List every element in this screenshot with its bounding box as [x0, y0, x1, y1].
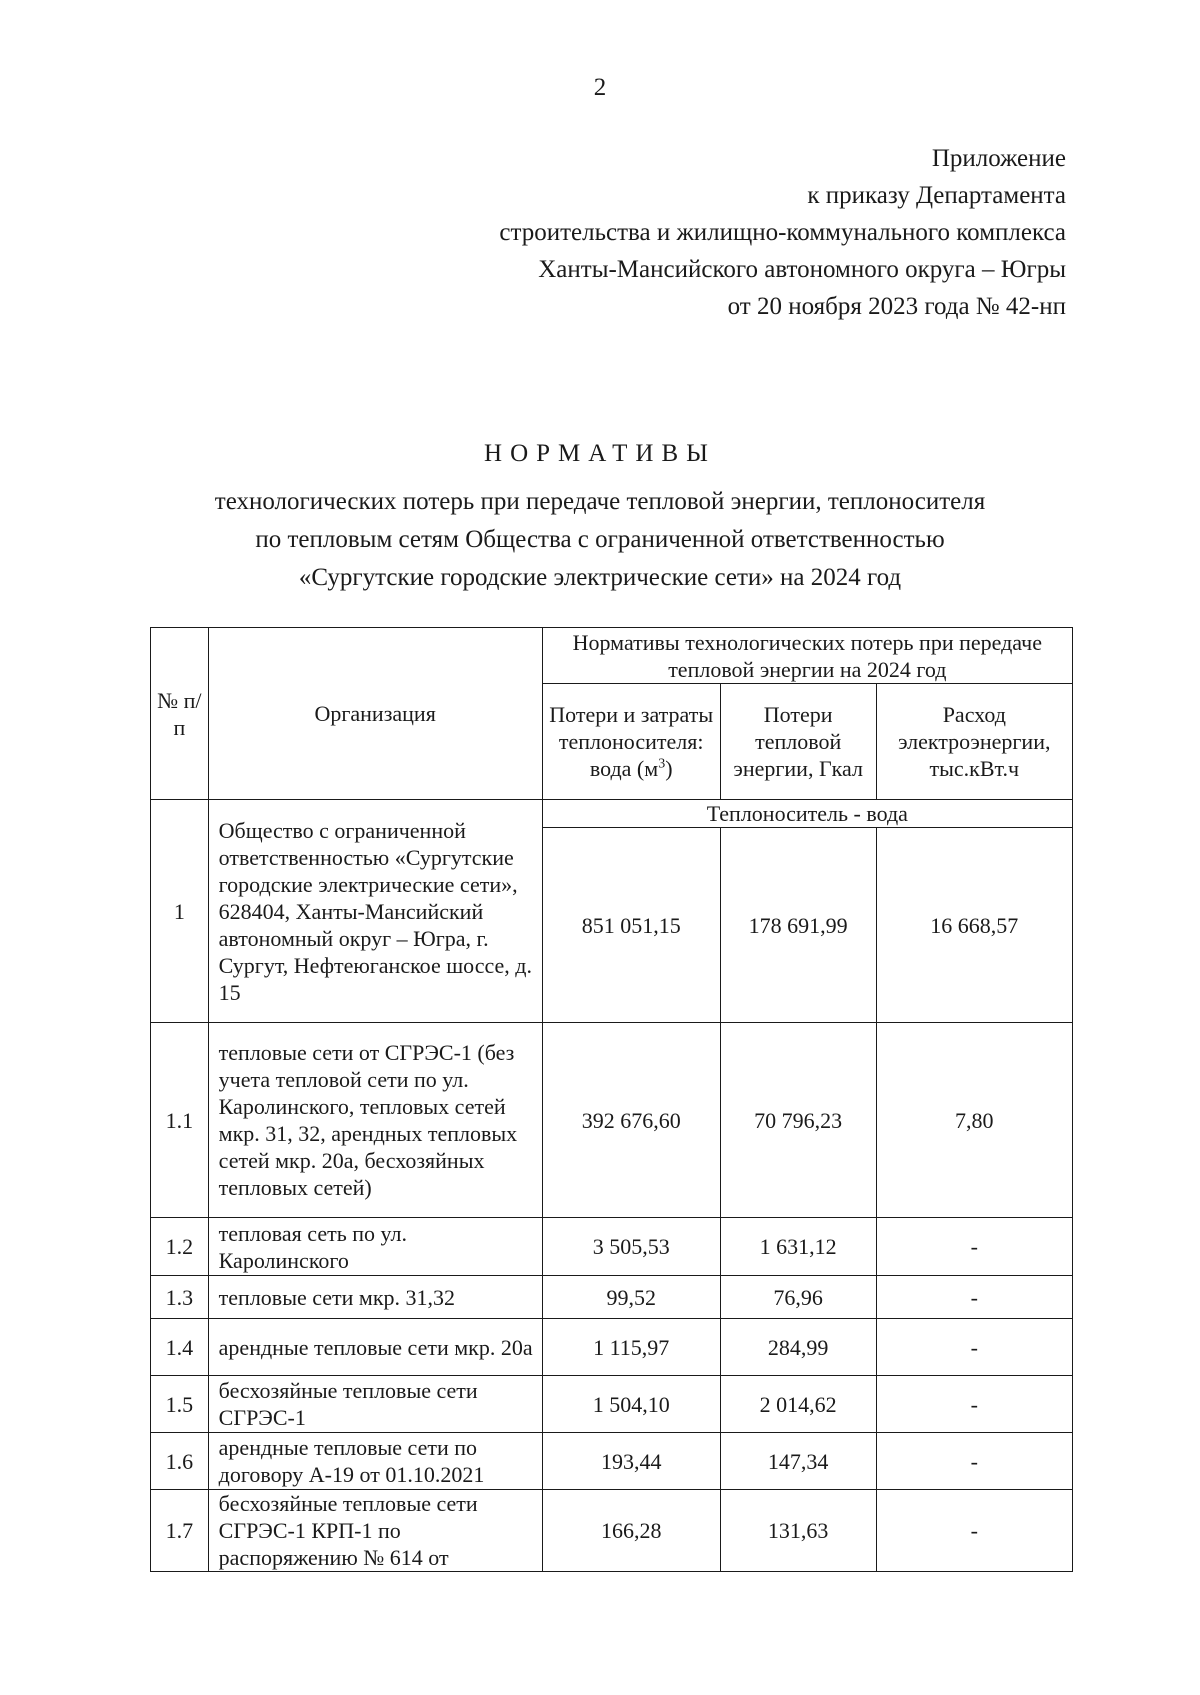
- document-title: НОРМАТИВЫ: [484, 440, 716, 467]
- appendix-line-3: строительства и жилищно-коммунального комплекса: [499, 219, 1066, 246]
- row-heat: 284,99: [720, 1319, 876, 1376]
- appendix-line-4: Ханты-Мансийского автономного округа – Югры: [538, 256, 1066, 283]
- carrier-label: Теплоноситель - вода: [542, 800, 1072, 828]
- row-heat: 2 014,62: [720, 1376, 876, 1433]
- row-num: 1.3: [151, 1276, 209, 1319]
- row-org: арендные тепловые сети по договору А-19 от 01.10.2021: [208, 1433, 542, 1490]
- header-water-close: ): [665, 756, 673, 781]
- appendix-header: [499, 140, 1066, 325]
- row-water: 1 504,10: [542, 1376, 720, 1433]
- norms-table: [150, 627, 1073, 1572]
- subtitle-line-2: по тепловым сетям Общества с ограниченной ответственностью: [255, 526, 945, 553]
- table-row: [151, 1218, 1073, 1276]
- row-num: 1.2: [151, 1218, 209, 1276]
- appendix-line-2: к приказу Департамента: [807, 182, 1066, 209]
- row-org: тепловые сети от СГРЭС-1 (без учета тепловой сети по ул. Каролинского, тепловых сетей мкр. 31, 32, арендных тепловых сетей мкр. 20а, бесхозяйных тепловых сетей): [208, 1023, 542, 1218]
- row-org: тепловая сеть по ул. Каролинского: [208, 1218, 542, 1276]
- row-org: бесхозяйные тепловые сети СГРЭС-1 КРП-1 по распоряжению № 614 от: [208, 1490, 542, 1572]
- page-number: 2: [593, 74, 607, 101]
- header-water: [542, 684, 720, 800]
- header-elec: Расход электроэнергии, тыс.кВт.ч: [876, 684, 1072, 800]
- row-num: 1.1: [151, 1023, 209, 1218]
- row-heat: 70 796,23: [720, 1023, 876, 1218]
- row-heat: 147,34: [720, 1433, 876, 1490]
- row-elec: 7,80: [876, 1023, 1072, 1218]
- row-water: 3 505,53: [542, 1218, 720, 1276]
- row-1-num: 1: [151, 800, 209, 1023]
- header-num: № п/п: [151, 628, 209, 800]
- header-water-sup: 3: [658, 756, 666, 772]
- header-heat: Потери тепловой энергии, Гкал: [720, 684, 876, 800]
- row-heat: 131,63: [720, 1490, 876, 1572]
- table-row: [151, 1319, 1073, 1376]
- row-elec: -: [876, 1218, 1072, 1276]
- table-row: [151, 1023, 1073, 1218]
- row-water: 392 676,60: [542, 1023, 720, 1218]
- row-1-carrier: [151, 800, 1073, 828]
- row-num: 1.6: [151, 1433, 209, 1490]
- document-subtitle: [0, 483, 1200, 597]
- row-elec: -: [876, 1490, 1072, 1572]
- row-org: бесхозяйные тепловые сети СГРЭС-1: [208, 1376, 542, 1433]
- row-1-org: Общество с ограниченной ответственностью «Сургутские городские электрические сети», 628404, Ханты-Мансийский автономный округ – Югра, г. Сургут, Нефтеюганское шоссе, д. 15: [208, 800, 542, 1023]
- header-water-text: Потери и затраты теплоносителя: вода (м: [549, 702, 714, 781]
- appendix-line-5: от 20 ноября 2023 года № 42-нп: [727, 293, 1066, 320]
- table-row: [151, 1376, 1073, 1433]
- subtitle-line-3: «Сургутские городские электрические сети» на 2024 год: [298, 564, 902, 591]
- table-row: [151, 1276, 1073, 1319]
- row-elec: -: [876, 1276, 1072, 1319]
- header-row-group: [151, 628, 1073, 684]
- row-elec: -: [876, 1433, 1072, 1490]
- row-water: 193,44: [542, 1433, 720, 1490]
- header-group: Нормативы технологических потерь при передаче тепловой энергии на 2024 год: [542, 628, 1072, 684]
- row-heat: 76,96: [720, 1276, 876, 1319]
- row-heat: 1 631,12: [720, 1218, 876, 1276]
- row-elec: -: [876, 1319, 1072, 1376]
- row-1-elec: 16 668,57: [876, 828, 1072, 1023]
- row-org: тепловые сети мкр. 31,32: [208, 1276, 542, 1319]
- row-1-water: 851 051,15: [542, 828, 720, 1023]
- row-water: 99,52: [542, 1276, 720, 1319]
- header-org: Организация: [208, 628, 542, 800]
- table-row: [151, 1433, 1073, 1490]
- table-row: [151, 1490, 1073, 1572]
- appendix-line-1: Приложение: [931, 145, 1066, 172]
- row-water: 166,28: [542, 1490, 720, 1572]
- row-water: 1 115,97: [542, 1319, 720, 1376]
- subtitle-line-1: технологических потерь при передаче тепловой энергии, теплоносителя: [214, 488, 986, 515]
- row-1-heat: 178 691,99: [720, 828, 876, 1023]
- row-elec: -: [876, 1376, 1072, 1433]
- row-org: арендные тепловые сети мкр. 20а: [208, 1319, 542, 1376]
- row-num: 1.5: [151, 1376, 209, 1433]
- row-num: 1.7: [151, 1490, 209, 1572]
- row-num: 1.4: [151, 1319, 209, 1376]
